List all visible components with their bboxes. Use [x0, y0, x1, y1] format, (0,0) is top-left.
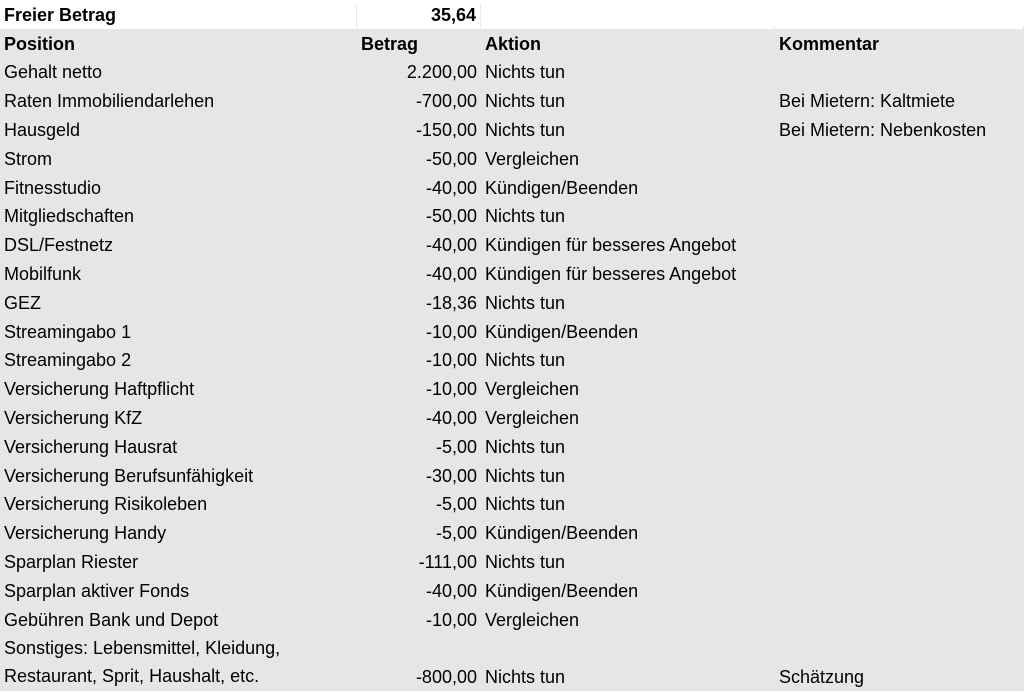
cell-kommentar[interactable] [775, 544, 1024, 547]
cell-aktion[interactable]: Vergleichen [485, 379, 580, 400]
cell-kommentar[interactable] [775, 170, 1024, 173]
table-row [0, 432, 1024, 461]
cell-betrag[interactable]: -150,00 [415, 119, 477, 140]
table-row [0, 230, 1024, 259]
cell-kommentar[interactable] [775, 515, 1024, 518]
cell-position[interactable]: GEZ [4, 292, 42, 313]
cell-kommentar[interactable] [775, 573, 1024, 576]
cell-kommentar[interactable] [775, 343, 1024, 346]
cell-kommentar[interactable] [775, 400, 1024, 403]
summary-empty-cell[interactable] [481, 26, 775, 29]
cell-aktion[interactable]: Vergleichen [485, 609, 580, 630]
table-row [0, 547, 1024, 576]
cell-position[interactable]: Gehalt netto [4, 62, 103, 83]
cell-kommentar[interactable] [775, 227, 1024, 230]
cell-kommentar[interactable] [775, 602, 1024, 605]
cell-betrag[interactable]: -10,00 [425, 379, 477, 400]
cell-position[interactable]: Versicherung Handy [4, 523, 167, 544]
table-row [0, 173, 1024, 202]
cell-position[interactable]: Strom [4, 148, 53, 169]
table-row [0, 86, 1024, 115]
cell-kommentar[interactable] [775, 487, 1024, 490]
header-kommentar[interactable]: Kommentar [779, 33, 880, 54]
cell-aktion[interactable]: Nichts tun [485, 206, 566, 227]
cell-kommentar[interactable] [775, 83, 1024, 86]
cell-aktion[interactable]: Nichts tun [485, 436, 566, 457]
table-row [0, 461, 1024, 490]
cell-betrag[interactable]: -40,00 [425, 235, 477, 256]
cell-betrag[interactable]: -5,00 [435, 436, 477, 457]
header-row [0, 29, 1024, 58]
cell-position[interactable]: Mitgliedschaften [4, 206, 135, 227]
table-row [0, 317, 1024, 346]
position-line-2: Restaurant, Sprit, Haushalt, etc. [4, 666, 260, 687]
cell-aktion[interactable]: Kündigen/Beenden [485, 321, 639, 342]
cell-kommentar[interactable] [775, 285, 1024, 288]
cell-aktion[interactable]: Vergleichen [485, 148, 580, 169]
cell-betrag[interactable]: -700,00 [415, 91, 477, 112]
cell-betrag[interactable]: -50,00 [425, 206, 477, 227]
cell-position[interactable]: Hausgeld [4, 119, 81, 140]
cell-position[interactable]: Fitnesstudio [4, 177, 102, 198]
cell-position[interactable]: Versicherung Hausrat [4, 436, 178, 457]
cell-aktion[interactable]: Kündigen/Beenden [485, 580, 639, 601]
cell-position[interactable]: Streamingabo 1 [4, 321, 132, 342]
cell-position[interactable]: Versicherung Berufsunfähigkeit [4, 465, 254, 486]
cell-aktion[interactable]: Kündigen/Beenden [485, 523, 639, 544]
cell-aktion[interactable]: Nichts tun [485, 667, 566, 688]
cell-betrag[interactable]: -10,00 [425, 321, 477, 342]
table-row [0, 202, 1024, 231]
cell-betrag[interactable]: -40,00 [425, 263, 477, 284]
table-row [0, 576, 1024, 605]
table-row [0, 490, 1024, 519]
cell-position[interactable]: Streamingabo 2 [4, 350, 132, 371]
summary-value[interactable]: 35,64 [357, 4, 481, 29]
cell-aktion[interactable]: Kündigen für besseres Angebot [485, 263, 737, 284]
table-row [0, 259, 1024, 288]
cell-betrag[interactable]: -40,00 [425, 177, 477, 198]
cell-kommentar[interactable] [775, 314, 1024, 317]
cell-kommentar[interactable] [775, 429, 1024, 432]
cell-betrag[interactable]: -800,00 [415, 667, 477, 688]
header-position[interactable]: Position [4, 33, 75, 54]
cell-position[interactable]: Versicherung Risikoleben [4, 494, 208, 515]
cell-position[interactable]: Versicherung Haftpflicht [4, 379, 195, 400]
cell-kommentar[interactable] [775, 371, 1024, 374]
table-row [0, 144, 1024, 173]
cell-betrag[interactable]: -5,00 [435, 494, 477, 515]
cell-aktion[interactable]: Nichts tun [485, 350, 566, 371]
position-line-1: Sonstiges: Lebensmittel, Kleidung, [4, 637, 281, 658]
table-row [0, 374, 1024, 403]
summary-row [0, 0, 1024, 29]
table-row [0, 605, 1024, 634]
cell-betrag[interactable]: -18,36 [425, 292, 477, 313]
table-row [0, 518, 1024, 547]
table-row [0, 288, 1024, 317]
cell-betrag[interactable]: -10,00 [425, 350, 477, 371]
cell-kommentar[interactable] [775, 199, 1024, 202]
cell-position[interactable]: DSL/Festnetz [4, 235, 114, 256]
cell-aktion[interactable]: Nichts tun [485, 119, 566, 140]
cell-kommentar[interactable]: Bei Mietern: Kaltmiete [779, 91, 956, 112]
header-aktion[interactable]: Aktion [485, 33, 541, 54]
cell-betrag[interactable]: -40,00 [425, 407, 477, 428]
cell-aktion[interactable]: Kündigen für besseres Angebot [485, 235, 737, 256]
cell-kommentar[interactable]: Schätzung [779, 667, 865, 688]
header-betrag[interactable]: Betrag [361, 33, 419, 54]
table-row-last [0, 634, 1024, 692]
cell-betrag[interactable]: -111,00 [418, 551, 477, 572]
cell-betrag[interactable]: -30,00 [425, 465, 477, 486]
cell-aktion[interactable]: Nichts tun [485, 465, 566, 486]
cell-betrag[interactable]: -50,00 [425, 148, 477, 169]
cell-betrag[interactable]: -5,00 [435, 523, 477, 544]
summary-label[interactable]: Freier Betrag [0, 4, 357, 29]
cell-aktion[interactable]: Nichts tun [485, 494, 566, 515]
data-rows [0, 58, 1024, 634]
cell-betrag[interactable]: -40,00 [425, 580, 477, 601]
cell-kommentar[interactable] [775, 631, 1024, 634]
cell-kommentar[interactable] [775, 458, 1024, 461]
cell-aktion[interactable]: Nichts tun [485, 62, 566, 83]
cell-position[interactable]: Raten Immobiliendarlehen [4, 91, 215, 112]
cell-position[interactable]: Gebühren Bank und Depot [4, 609, 219, 630]
cell-aktion[interactable]: Kündigen/Beenden [485, 177, 639, 198]
cell-kommentar[interactable]: Bei Mietern: Nebenkosten [779, 119, 987, 140]
cell-position[interactable]: Sparplan aktiver Fonds [4, 580, 190, 601]
table-row [0, 403, 1024, 432]
cell-position[interactable] [0, 634, 357, 692]
cell-aktion[interactable]: Vergleichen [485, 407, 580, 428]
cell-aktion[interactable]: Nichts tun [485, 551, 566, 572]
cell-position[interactable]: Sparplan Riester [4, 551, 139, 572]
cell-kommentar[interactable] [775, 256, 1024, 259]
cell-position[interactable]: Versicherung KfZ [4, 407, 143, 428]
summary-empty-cell[interactable] [775, 26, 1024, 29]
cell-betrag[interactable]: 2.200,00 [406, 62, 477, 83]
table-row [0, 58, 1024, 87]
table-row [0, 346, 1024, 375]
cell-position[interactable]: Mobilfunk [4, 263, 82, 284]
cell-aktion[interactable]: Nichts tun [485, 292, 566, 313]
cell-aktion[interactable]: Nichts tun [485, 91, 566, 112]
table-row [0, 115, 1024, 144]
cell-betrag[interactable]: -10,00 [425, 609, 477, 630]
